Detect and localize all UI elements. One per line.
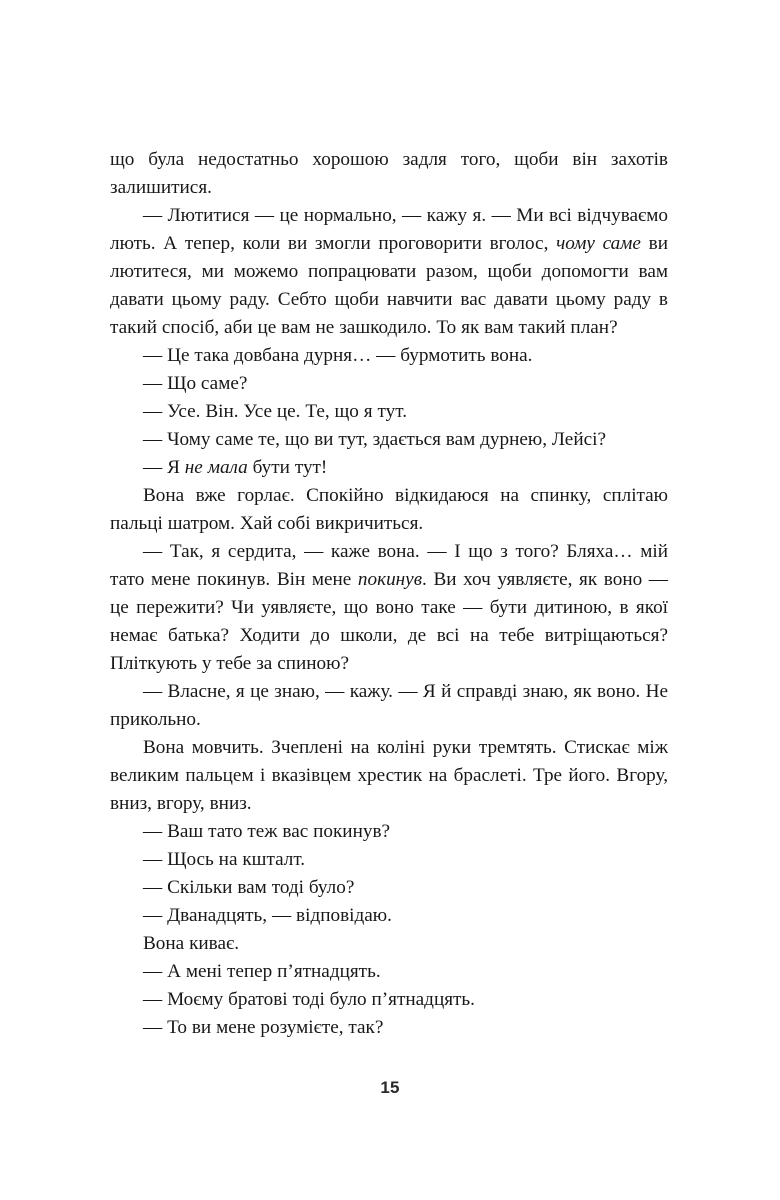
body-text: — Власне, я це знаю, — кажу. — Я й справді знаю, як воно. Не прикольно. (110, 681, 668, 730)
body-text: Вона мовчить. Зчеплені на коліні руки тремтять. Стискає між великим пальцем і вказівцем хрестик на браслеті. Тре його. Вгору, вниз, вгору, вниз. (110, 737, 668, 814)
paragraph (110, 426, 668, 454)
paragraph (110, 370, 668, 398)
paragraph (110, 818, 668, 846)
paragraph (110, 202, 668, 342)
body-text: — Що саме? (143, 373, 248, 394)
paragraph (110, 986, 668, 1014)
body-text: — Моєму братові тоді було п’ятнадцять. (143, 989, 475, 1010)
body-text: — Я (143, 457, 185, 478)
body-text: бути тут! (247, 457, 328, 478)
body-text: що була недостатньо хорошою задля того, щоби він захотів залишитися. (110, 149, 668, 198)
paragraph (110, 874, 668, 902)
emphasis-text: не мала (184, 457, 248, 478)
paragraph (110, 538, 668, 678)
body-text: — То ви мене розумієте, так? (143, 1017, 384, 1038)
paragraph (110, 678, 668, 734)
paragraph (110, 398, 668, 426)
body-text: — Усе. Він. Усе це. Те, що я тут. (143, 401, 407, 422)
emphasis-text: покинув (357, 569, 423, 590)
page-text-block (110, 146, 668, 1042)
paragraph (110, 342, 668, 370)
paragraph (110, 734, 668, 818)
body-text: — Ваш тато теж вас покинув? (143, 821, 391, 842)
body-text: — Дванадцять, — відповідаю. (143, 905, 392, 926)
body-text: ви лютитеся, ми можемо попрацювати разом, щоби допомогти вам давати цьому раду. Себто щоби навчити вас давати цьому раду в такий спосіб, аби це вам не зашкодило. То як вам такий план? (110, 233, 668, 338)
body-text: — А мені тепер п’ятнадцять. (143, 961, 381, 982)
body-text: — Чому саме те, що ви тут, здається вам дурнею, Лейсі? (143, 429, 606, 450)
paragraph (110, 958, 668, 986)
paragraph (110, 902, 668, 930)
body-text: — Лютитися — це нормально, — кажу я. — Ми всі відчуваємо лють. А тепер, коли ви змогли проговорити вголос, (110, 205, 668, 254)
paragraph (110, 482, 668, 538)
paragraph (110, 930, 668, 958)
body-text: — Так, я сердита, — каже вона. — І що з того? Бляха… мій тато мене покинув. Він мене (110, 541, 668, 590)
paragraph (110, 146, 668, 202)
paragraph (110, 846, 668, 874)
emphasis-text: чому саме (556, 233, 641, 254)
body-text: — Скільки вам тоді було? (143, 877, 355, 898)
body-text: Вона вже горлає. Спокійно відкидаюся на спинку, сплітаю пальці шатром. Хай собі викричиться. (110, 485, 668, 534)
body-text: — Щось на кшталт. (143, 849, 306, 870)
body-text: — Це така довбана дурня… — бурмотить вона. (143, 345, 533, 366)
body-text: Вона киває. (143, 933, 240, 954)
body-text: . Ви хоч уявляєте, як воно — це пережити? Чи уявляєте, що воно таке — бути дитиною, в якої немає батька? Ходити до школи, де всі на тебе витріщаються? Пліткують у тебе за спиною? (110, 569, 668, 674)
paragraph (110, 1014, 668, 1042)
page-number: 15 (380, 1078, 400, 1097)
paragraph (110, 454, 668, 482)
